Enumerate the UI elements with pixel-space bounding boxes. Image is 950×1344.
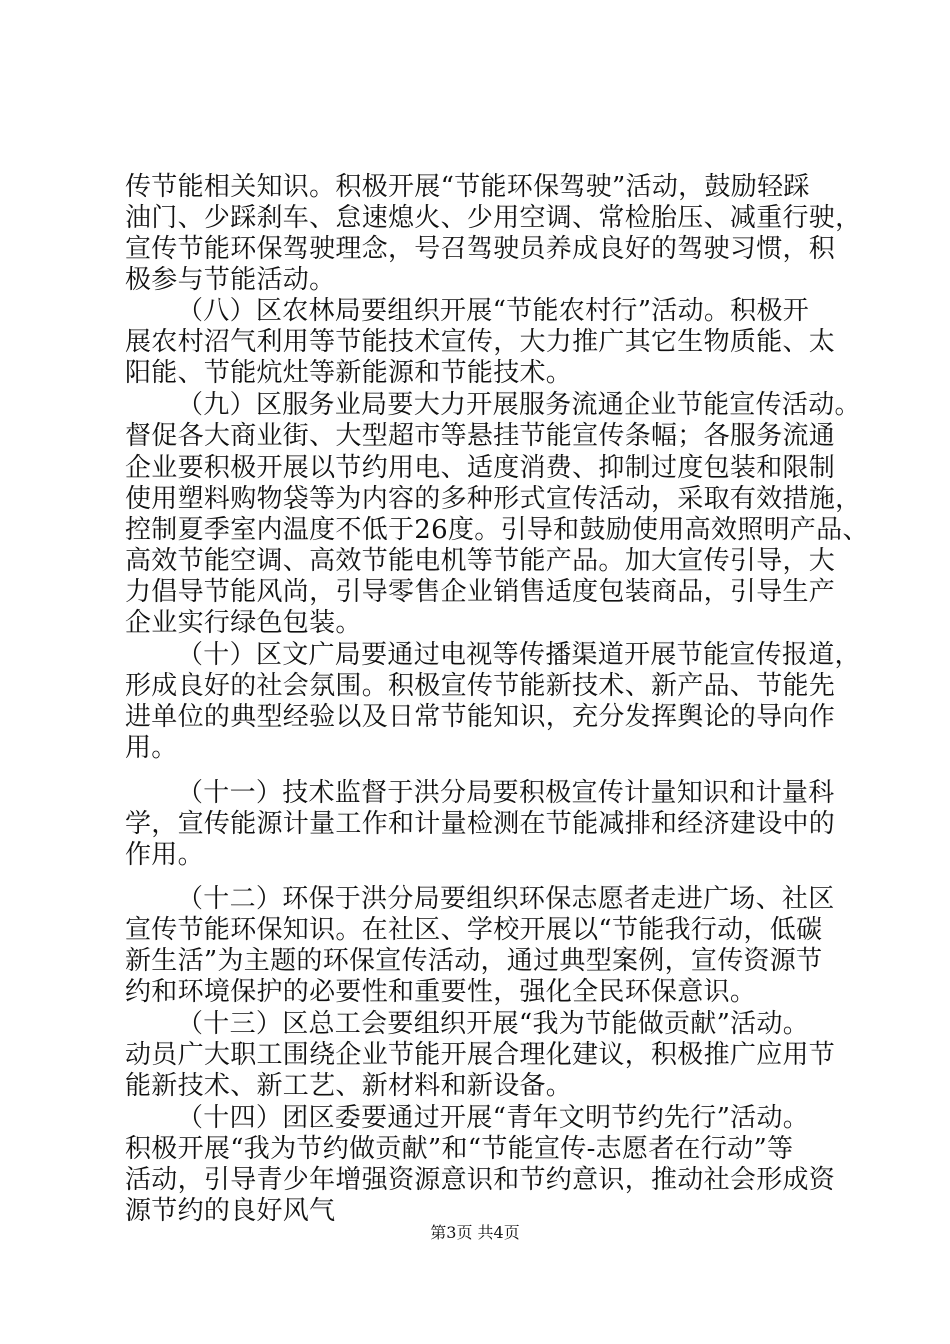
text-line: 油门、少踩刹车、怠速熄火、少用空调、常检胎压、减重行驶， <box>125 203 862 233</box>
text-line: 新生活”为主题的环保宣传活动，通过典型案例，宣传资源节 <box>125 946 823 976</box>
text-line: 企业实行绿色包装。 <box>125 608 362 638</box>
text-line: 宣传节能环保知识。在社区、学校开展以“节能我行动，低碳 <box>125 915 823 945</box>
paragraph-start-line: （十三）区总工会要组织开展“我为节能做贡献”活动。 <box>177 1009 810 1039</box>
text-line: 督促各大商业街、大型超市等悬挂节能宣传条幅；各服务流通 <box>125 421 836 451</box>
paragraph-start-line: （十二）环保于洪分局要组织环保志愿者走进广场、社区 <box>177 884 835 914</box>
text-line: 阳能、节能炕灶等新能源和节能技术。 <box>125 358 573 388</box>
text-line: 形成良好的社会氛围。积极宣传节能新技术、新产品、节能先 <box>125 671 836 701</box>
paragraph-start-line: （十一）技术监督于洪分局要积极宣传计量知识和计量科 <box>177 778 835 808</box>
text-line: 使用塑料购物袋等为内容的多种形式宣传活动，采取有效措施， <box>125 484 862 514</box>
text-line: 传节能相关知识。积极开展“节能环保驾驶”活动，鼓励轻踩 <box>125 172 810 202</box>
text-line: 能新技术、新工艺、新材料和新设备。 <box>125 1071 573 1101</box>
text-line: 宣传节能环保驾驶理念，号召驾驶员养成良好的驾驶习惯，积 <box>125 234 836 264</box>
text-line: 积极开展“我为节约做贡献”和“节能宣传-志愿者在行动”等 <box>125 1134 794 1164</box>
paragraph-start-line: （九）区服务业局要大力开展服务流通企业节能宣传活动。 <box>177 390 861 420</box>
text-line: 活动，引导青少年增强资源意识和节约意识，推动社会形成资 <box>125 1165 836 1195</box>
text-line: 进单位的典型经验以及日常节能知识，充分发挥舆论的导向作 <box>125 702 836 732</box>
text-line: 高效节能空调、高效节能电机等节能产品。加大宣传引导，大 <box>125 546 836 576</box>
text-line: 源节约的良好风气 <box>125 1196 336 1226</box>
text-line: 用。 <box>125 733 178 763</box>
text-line: 企业要积极开展以节约用电、适度消费、抑制过度包装和限制 <box>125 453 836 483</box>
text-line: 作用。 <box>125 840 204 870</box>
text-line: 力倡导节能风尚，引导零售企业销售适度包装商品，引导生产 <box>125 577 836 607</box>
paragraph-start-line: （十）区文广局要通过电视等传播渠道开展节能宣传报道， <box>177 640 861 670</box>
text-line: 学，宣传能源计量工作和计量检测在节能减排和经济建设中的 <box>125 809 836 839</box>
text-line: 动员广大职工围绕企业节能开展合理化建议，积极推广应用节 <box>125 1040 836 1070</box>
paragraph-start-line: （十四）团区委要通过开展“青年文明节约先行”活动。 <box>177 1103 810 1133</box>
paragraph-start-line: （八）区农林局要组织开展“节能农村行”活动。积极开 <box>177 296 810 326</box>
text-line: 约和环境保护的必要性和重要性，强化全民环保意识。 <box>125 977 757 1007</box>
text-line: 展农村沼气利用等节能技术宣传，大力推广其它生物质能、太 <box>125 327 836 357</box>
text-line: 极参与节能活动。 <box>125 265 336 295</box>
page-number-footer: 第3页 共4页 <box>430 1223 520 1242</box>
text-line: 控制夏季室内温度不低于26度。引导和鼓励使用高效照明产品、 <box>125 515 869 545</box>
